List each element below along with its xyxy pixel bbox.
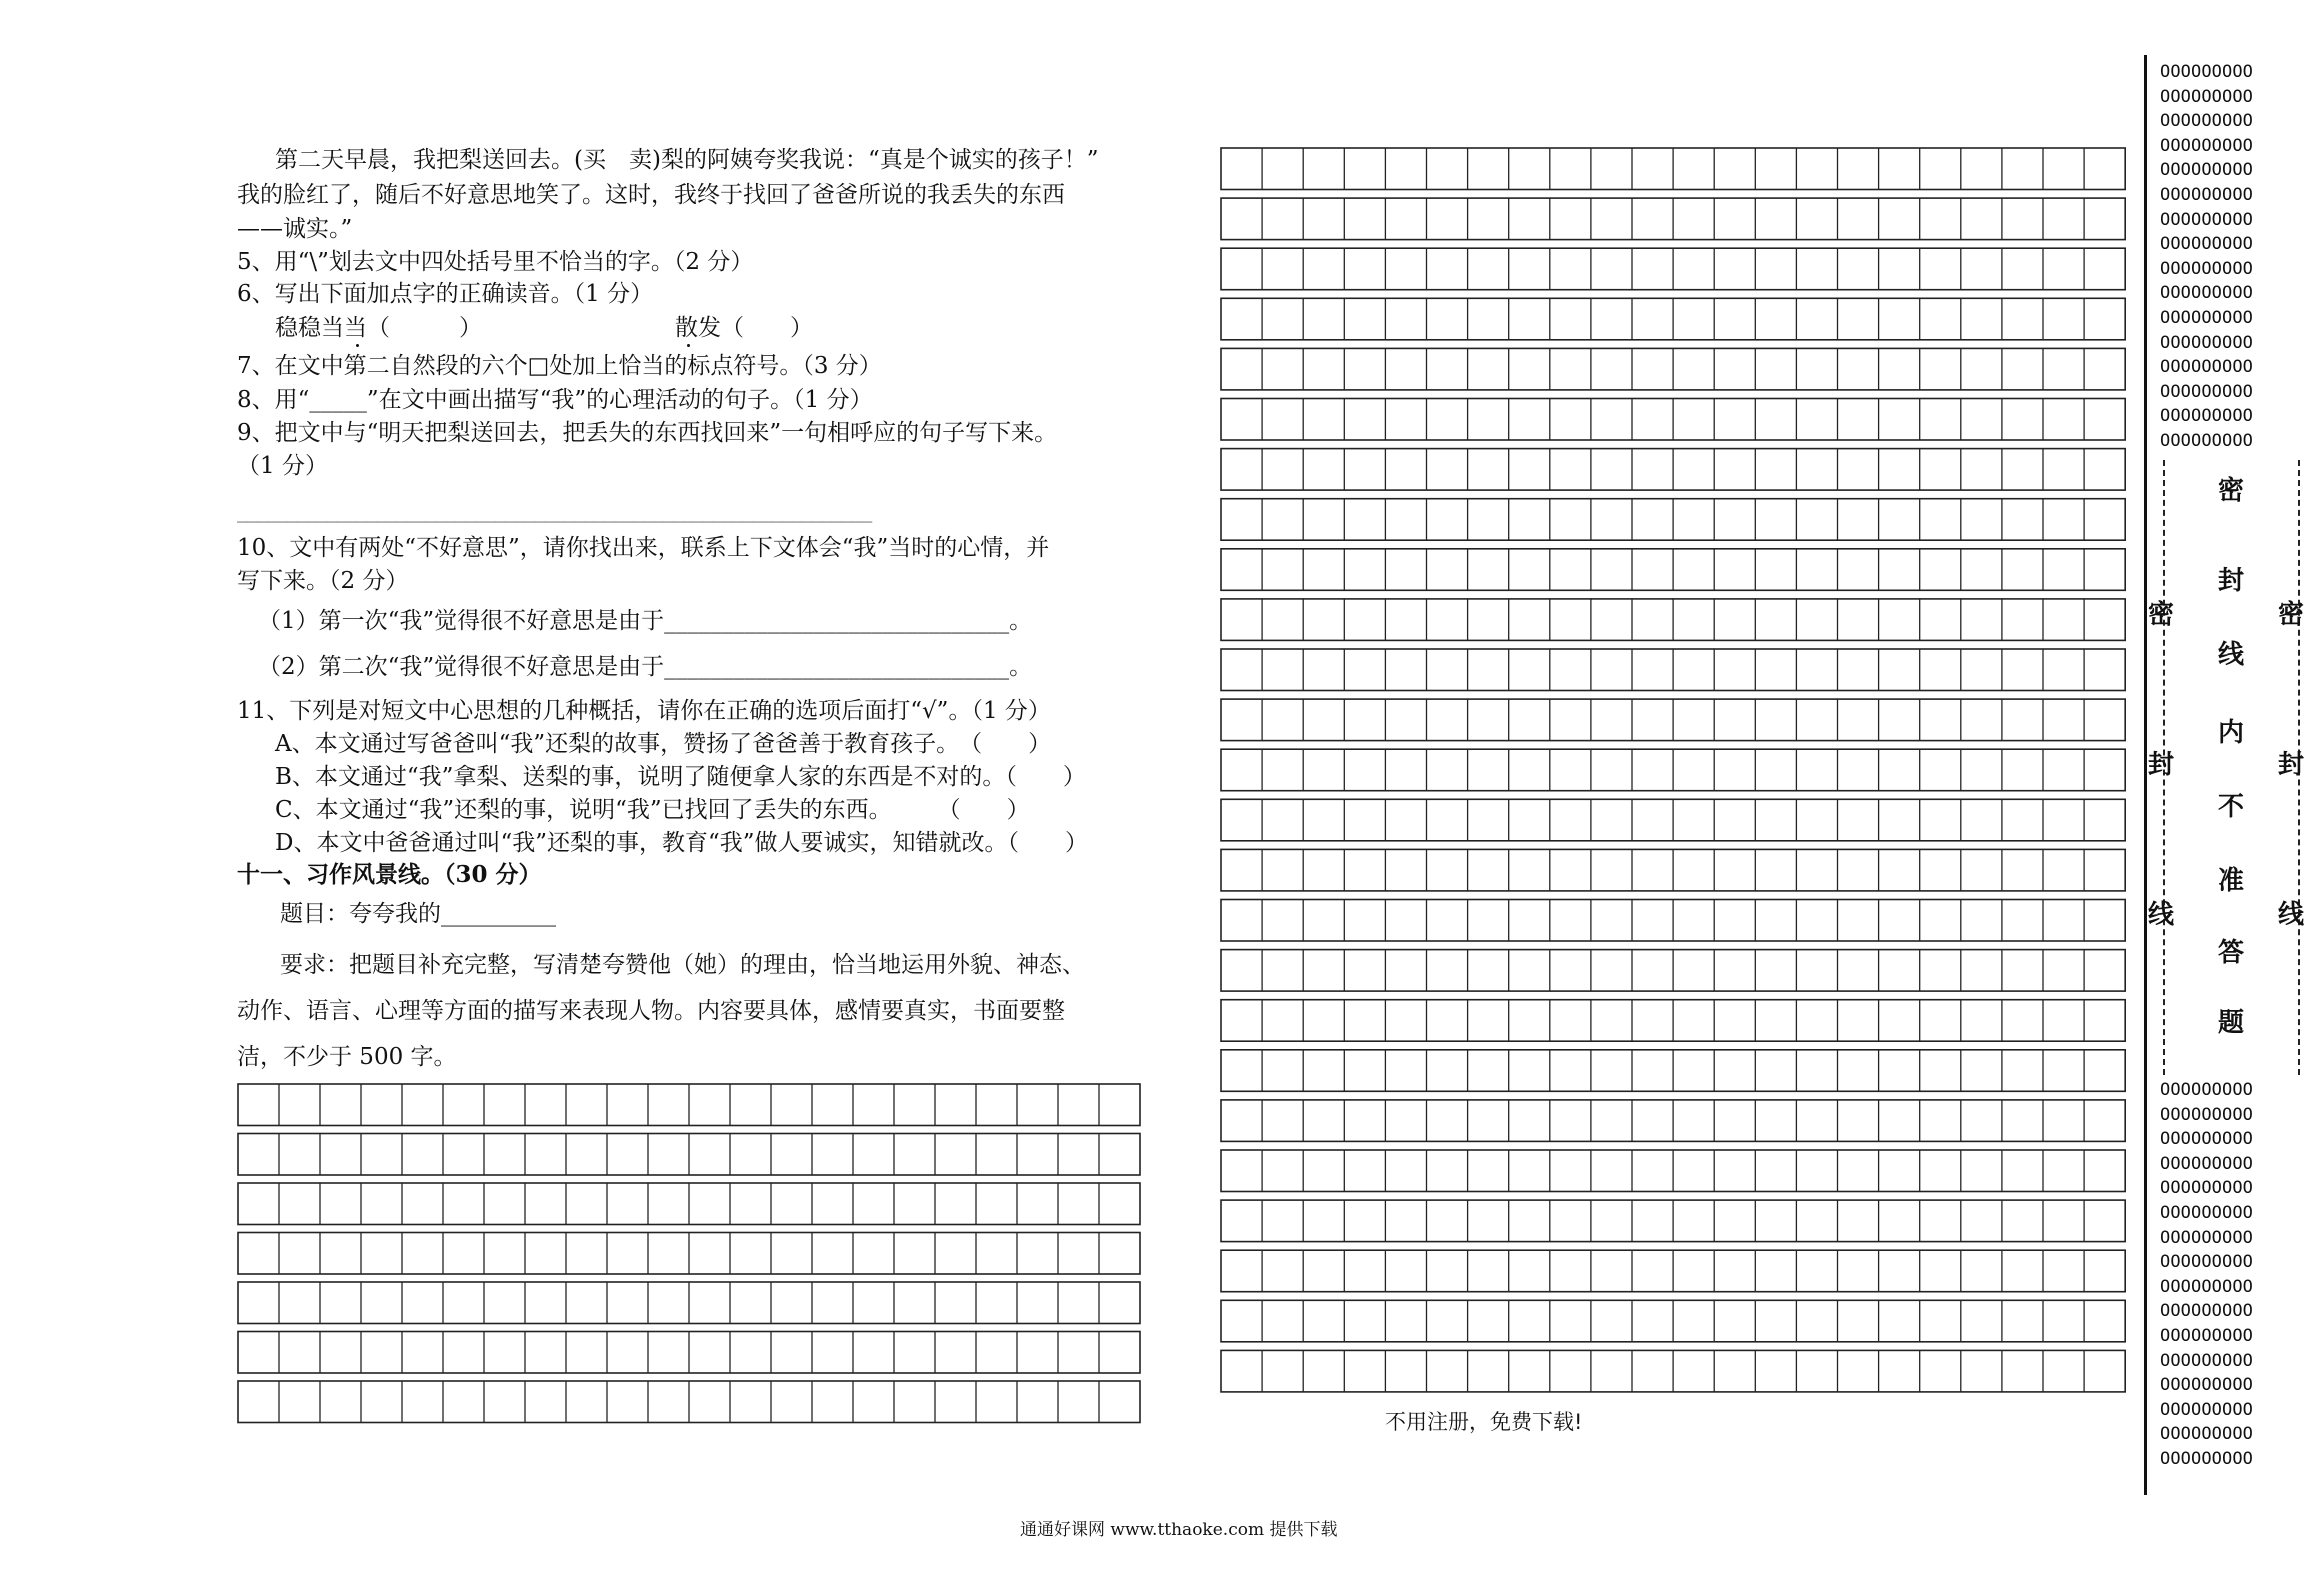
requirement-line-1: 要求：把题目补充完整，写清楚夸赞他（她）的理由，恰当地运用外貌、神态、 <box>280 952 1085 978</box>
seal-char: 线 <box>2278 900 2304 930</box>
question-5: 5、用“\”划去文中四处括号里不恰当的字。（2 分） <box>237 249 754 275</box>
seal-char: 题 <box>2218 1008 2245 1038</box>
requirement-line-3: 洁，不少于 500 字。 <box>237 1044 457 1070</box>
passage-line-2: 我的脸红了，随后不好意思地笑了。这时，我终于找回了爸爸所说的我丢失的东西 <box>237 182 1065 208</box>
option-c: C、本文通过“我”还梨的事，说明“我”已找回了丢失的东西。 （ ） <box>275 797 1030 823</box>
answer-blank-line: ________________________________________________________________ <box>237 497 871 523</box>
question-8: 8、用“_____”在文中画出描写“我”的心理活动的句子。（1 分） <box>237 387 873 413</box>
question-9: 9、把文中与“明天把梨送回去，把丢失的东西找回来”一句相呼应的句子写下来。 <box>237 420 1058 446</box>
seal-strip-border <box>2144 55 2147 1495</box>
seal-char: 密 <box>2278 600 2304 630</box>
option-a: A、本文通过写爸爸叫“我”还梨的故事，赞扬了爸爸善于教育孩子。 （ ） <box>275 731 1052 757</box>
option-b: B、本文通过“我”拿梨、送梨的事，说明了随便拿人家的东西是不对的。（ ） <box>275 764 1086 790</box>
question-9-score: （1 分） <box>237 453 328 479</box>
seal-char: 内 <box>2218 718 2245 748</box>
seal-char: 密 <box>2148 600 2175 630</box>
question-7: 7、在文中第二自然段的六个□处加上恰当的标点符号。（3 分） <box>237 353 882 379</box>
question-6: 6、写出下面加点字的正确读音。（1 分） <box>237 281 654 307</box>
seal-char: 不 <box>2218 792 2245 822</box>
seal-char: 准 <box>2218 866 2245 896</box>
question-11: 11、下列是对短文中心思想的几种概括，请你在正确的选项后面打“√”。（1 分） <box>237 698 1051 724</box>
writing-grid-right[interactable] <box>1220 147 2126 1402</box>
page-footer: 通通好课网 www.tthaoke.com 提供下载 <box>1020 1520 1338 1540</box>
free-download-notice: 不用注册，免费下载! <box>1385 1410 1583 1434</box>
composition-topic: 题目：夸夸我的__________ <box>280 901 556 927</box>
option-d: D、本文中爸爸通过叫“我”还梨的事，教育“我”做人要诚实，知错就改。（ ） <box>275 830 1088 856</box>
section-title: 十一、习作风景线。（30 分） <box>237 861 542 888</box>
seal-char: 封 <box>2278 750 2304 780</box>
question-6-item-a: 稳稳当当（ ） <box>275 315 482 341</box>
dot-marked-char: 当 <box>344 315 367 341</box>
seal-char: 线 <box>2218 640 2245 670</box>
seal-char: 密 <box>2218 476 2245 506</box>
requirement-line-2: 动作、语言、心理等方面的描写来表现人物。内容要具体，感情要真实，书面要整 <box>237 998 1065 1024</box>
question-6-item-b: 散发（ ） <box>675 315 813 341</box>
passage-line-3: ——诚实。” <box>237 216 353 242</box>
dot-marked-char: 散 <box>675 315 698 341</box>
seal-char: 封 <box>2148 750 2175 780</box>
seal-dot-pattern-top: OOOOOOOOO OOOOOOOOO OOOOOOOOO OOOOOOOOO OOOOOOOOO OOOOOOOOO OOOOOOOOO OOOOOOOOO OOOOOOOOO OOOOOOOOO OOOOOOOOO OOOOOOOOO OOOOOOOOO OOOOOOOOO OOOOOOOOO OOOOOOOOO <box>2160 62 2254 451</box>
passage-line-1: 第二天早晨，我把梨送回去。(买 卖)梨的阿姨夸奖我说：“真是个诚实的孩子！” <box>275 147 1099 173</box>
seal-char: 封 <box>2218 566 2245 596</box>
question-10-cont: 写下来。（2 分） <box>237 568 409 594</box>
question-10: 10、文中有两处“不好意思”，请你找出来，联系上下文体会“我”当时的心情，并 <box>237 535 1050 561</box>
writing-grid-left[interactable] <box>237 1083 1141 1432</box>
seal-char: 线 <box>2148 900 2175 930</box>
seal-char: 答 <box>2218 938 2245 968</box>
question-10-part-1: （1）第一次“我”觉得很不好意思是由于______________________________。 <box>258 608 1033 634</box>
question-10-part-2: （2）第二次“我”觉得很不好意思是由于______________________________。 <box>258 654 1033 680</box>
seal-dot-pattern-bottom: OOOOOOOOO OOOOOOOOO OOOOOOOOO OOOOOOOOO OOOOOOOOO OOOOOOOOO OOOOOOOOO OOOOOOOOO OOOOOOOOO OOOOOOOOO OOOOOOOOO OOOOOOOOO OOOOOOOOO OOOOOOOOO OOOOOOOOO OOOOOOOOO <box>2160 1080 2254 1469</box>
